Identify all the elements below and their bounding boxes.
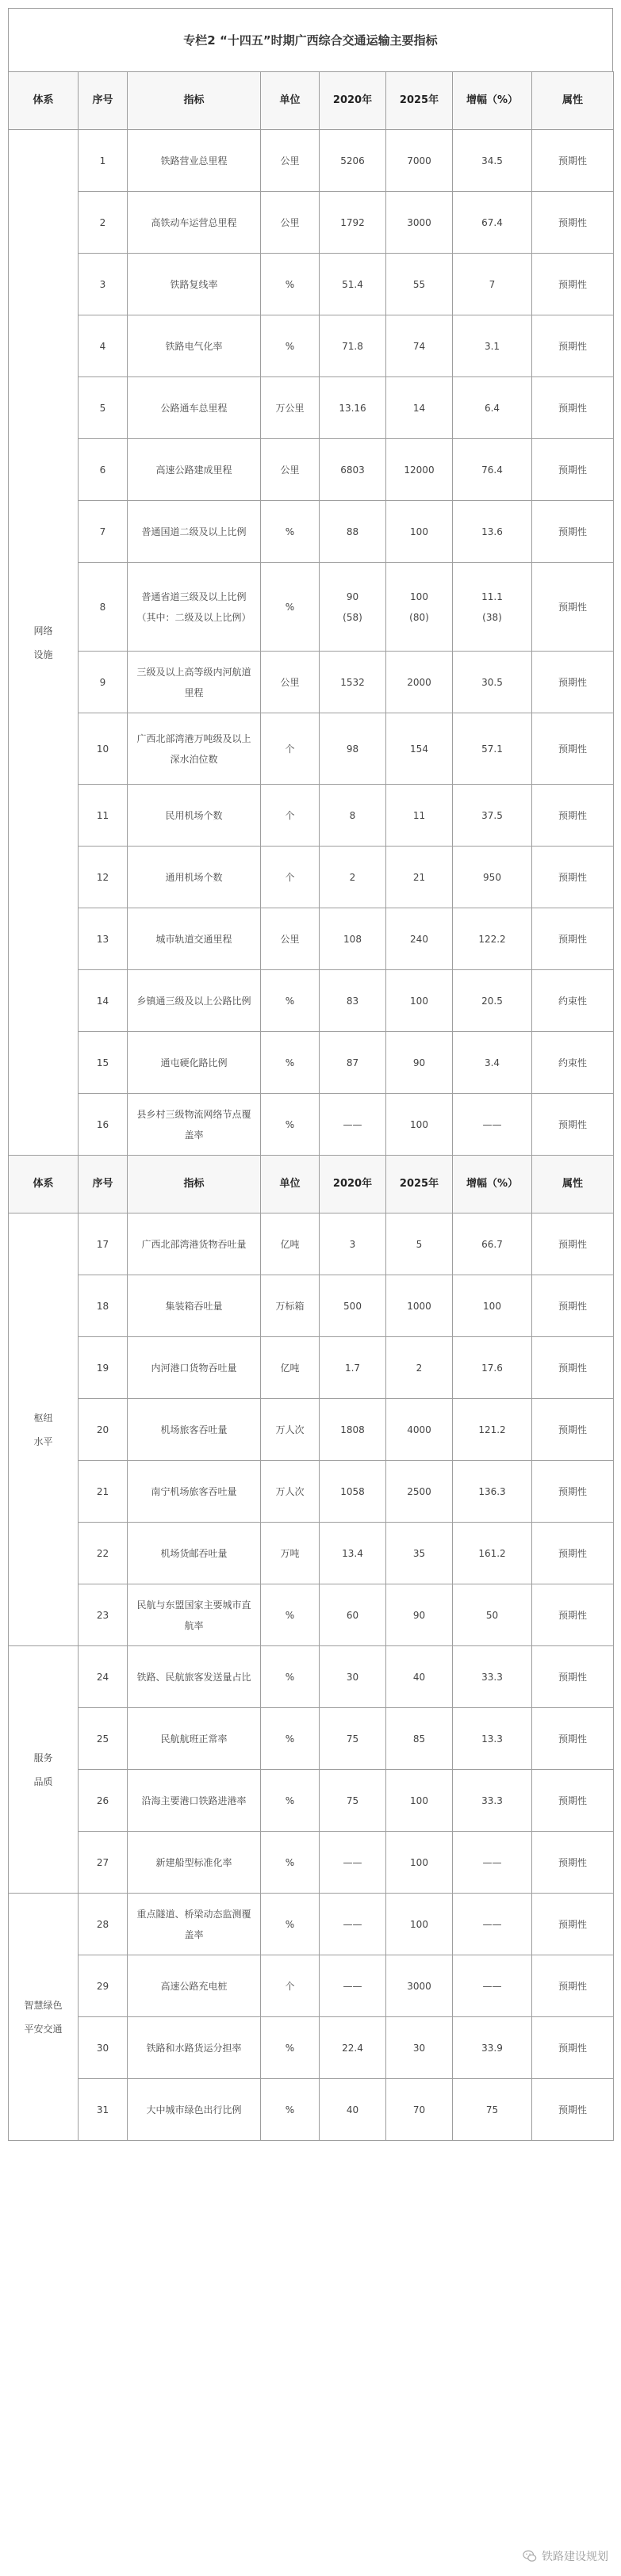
indicator-name: 公路通车总里程 — [128, 377, 261, 439]
value-2020: 22.4 — [320, 2017, 386, 2079]
value-2020: 98 — [320, 713, 386, 785]
table-row — [9, 439, 614, 501]
value-2020: 6803 — [320, 439, 386, 501]
attribute-cell: 预期性 — [532, 501, 614, 563]
row-number: 9 — [79, 652, 128, 713]
growth-cell: 33.3 — [453, 1646, 532, 1708]
table-row — [9, 563, 614, 652]
table-title: 专栏2 “十四五”时期广西综合交通运输主要指标 — [8, 8, 613, 71]
attribute-cell: 预期性 — [532, 1646, 614, 1708]
value-2025: 3000 — [386, 1955, 453, 2017]
value-2025: 90 — [386, 1032, 453, 1094]
indicator-name: 重点隧道、桥梁动态监测覆盖率 — [128, 1894, 261, 1955]
value-2020: 51.4 — [320, 254, 386, 315]
value-2025: 11 — [386, 785, 453, 847]
growth-cell: 30.5 — [453, 652, 532, 713]
growth-cell: 33.9 — [453, 2017, 532, 2079]
indicator-name: 城市轨道交通里程 — [128, 908, 261, 970]
indicator-name: 机场旅客吞吐量 — [128, 1399, 261, 1461]
attribute-cell: 预期性 — [532, 847, 614, 908]
row-number: 18 — [79, 1275, 128, 1337]
growth-cell: 57.1 — [453, 713, 532, 785]
row-number: 6 — [79, 439, 128, 501]
row-number: 19 — [79, 1337, 128, 1399]
attribute-cell: 约束性 — [532, 970, 614, 1032]
table-row — [9, 1032, 614, 1094]
table-row — [9, 1832, 614, 1894]
value-2025: 240 — [386, 908, 453, 970]
value-2025: 85 — [386, 1708, 453, 1770]
header-2025: 2025年 — [386, 1156, 453, 1213]
value-2020: 88 — [320, 501, 386, 563]
value-2025: 2000 — [386, 652, 453, 713]
unit-cell: 个 — [261, 1955, 320, 2017]
value-2025: 100 — [386, 970, 453, 1032]
row-number: 23 — [79, 1584, 128, 1646]
value-2025: 74 — [386, 315, 453, 377]
value-2025: 35 — [386, 1523, 453, 1584]
growth-cell: 50 — [453, 1584, 532, 1646]
value-2025: 30 — [386, 2017, 453, 2079]
value-2020: 8 — [320, 785, 386, 847]
table-row — [9, 1399, 614, 1461]
header-growth: 增幅（%） — [453, 72, 532, 130]
unit-cell: 个 — [261, 785, 320, 847]
value-2020: 2 — [320, 847, 386, 908]
indicator-name: 高速公路充电桩 — [128, 1955, 261, 2017]
attribute-cell: 预期性 — [532, 1213, 614, 1275]
row-number: 5 — [79, 377, 128, 439]
indicator-name: 民航航班正常率 — [128, 1708, 261, 1770]
unit-cell: % — [261, 1770, 320, 1832]
value-2025: 40 — [386, 1646, 453, 1708]
growth-cell: 161.2 — [453, 1523, 532, 1584]
value-2025: 100 — [386, 1094, 453, 1156]
table-row — [9, 652, 614, 713]
table-row — [9, 785, 614, 847]
value-2020: —— — [320, 1094, 386, 1156]
value-2020: 71.8 — [320, 315, 386, 377]
indicator-name: 铁路电气化率 — [128, 315, 261, 377]
unit-cell: % — [261, 1032, 320, 1094]
growth-cell: 13.6 — [453, 501, 532, 563]
row-number: 17 — [79, 1213, 128, 1275]
growth-cell: 6.4 — [453, 377, 532, 439]
row-number: 29 — [79, 1955, 128, 2017]
category-cell: 枢纽 水平 — [9, 1213, 79, 1646]
unit-cell: % — [261, 2017, 320, 2079]
row-number: 31 — [79, 2079, 128, 2141]
attribute-cell: 预期性 — [532, 1894, 614, 1955]
attribute-cell: 预期性 — [532, 1275, 614, 1337]
value-2025: 1000 — [386, 1275, 453, 1337]
unit-cell: % — [261, 1584, 320, 1646]
attribute-cell: 预期性 — [532, 1708, 614, 1770]
indicator-name: 民航与东盟国家主要城市直航率 — [128, 1584, 261, 1646]
attribute-cell: 预期性 — [532, 908, 614, 970]
row-number: 11 — [79, 785, 128, 847]
value-2025: 100 — [386, 1832, 453, 1894]
attribute-cell: 预期性 — [532, 1399, 614, 1461]
attribute-cell: 预期性 — [532, 1955, 614, 2017]
row-number: 14 — [79, 970, 128, 1032]
value-2020: 40 — [320, 2079, 386, 2141]
unit-cell: 公里 — [261, 130, 320, 192]
row-number: 25 — [79, 1708, 128, 1770]
unit-cell: 个 — [261, 847, 320, 908]
row-number: 30 — [79, 2017, 128, 2079]
row-number: 21 — [79, 1461, 128, 1523]
indicator-name: 大中城市绿色出行比例 — [128, 2079, 261, 2141]
unit-cell: 亿吨 — [261, 1337, 320, 1399]
indicator-name: 广西北部湾港货物吞吐量 — [128, 1213, 261, 1275]
attribute-cell: 预期性 — [532, 439, 614, 501]
growth-cell: —— — [453, 1955, 532, 2017]
header-no: 序号 — [79, 1156, 128, 1213]
growth-cell: 20.5 — [453, 970, 532, 1032]
value-2025: 100 — [386, 1770, 453, 1832]
header-row — [9, 72, 614, 130]
attribute-cell: 预期性 — [532, 254, 614, 315]
value-2025: 154 — [386, 713, 453, 785]
indicator-name: 县乡村三级物流网络节点覆盖率 — [128, 1094, 261, 1156]
growth-cell: 17.6 — [453, 1337, 532, 1399]
table-row — [9, 970, 614, 1032]
header-indicator: 指标 — [128, 72, 261, 130]
indicator-name: 通用机场个数 — [128, 847, 261, 908]
value-2025: 7000 — [386, 130, 453, 192]
header-system: 体系 — [9, 1156, 79, 1213]
unit-cell: 公里 — [261, 908, 320, 970]
value-2025: 4000 — [386, 1399, 453, 1461]
watermark-text: 铁路建设规划 — [542, 2551, 608, 2563]
table-row — [9, 1213, 614, 1275]
table-row — [9, 1584, 614, 1646]
attribute-cell: 预期性 — [532, 192, 614, 254]
row-number: 26 — [79, 1770, 128, 1832]
row-number: 3 — [79, 254, 128, 315]
growth-cell: 76.4 — [453, 439, 532, 501]
growth-cell: 34.5 — [453, 130, 532, 192]
indicator-name: 广西北部湾港万吨级及以上深水泊位数 — [128, 713, 261, 785]
unit-cell: 个 — [261, 713, 320, 785]
attribute-cell: 预期性 — [532, 1461, 614, 1523]
value-2020: 83 — [320, 970, 386, 1032]
unit-cell: % — [261, 2079, 320, 2141]
value-2020: 1.7 — [320, 1337, 386, 1399]
category-cell: 智慧绿色 平安交通 — [9, 1894, 79, 2141]
indicator-name: 铁路复线率 — [128, 254, 261, 315]
table-row — [9, 377, 614, 439]
value-2020: 75 — [320, 1708, 386, 1770]
header-2020: 2020年 — [320, 1156, 386, 1213]
value-2025: 5 — [386, 1213, 453, 1275]
indicator-name: 乡镇通三级及以上公路比例 — [128, 970, 261, 1032]
header-system: 体系 — [9, 72, 79, 130]
growth-cell: 75 — [453, 2079, 532, 2141]
value-2025: 55 — [386, 254, 453, 315]
attribute-cell: 预期性 — [532, 1770, 614, 1832]
unit-cell: 万吨 — [261, 1523, 320, 1584]
row-number: 2 — [79, 192, 128, 254]
value-2020: 30 — [320, 1646, 386, 1708]
value-2025: 14 — [386, 377, 453, 439]
unit-cell: 万标箱 — [261, 1275, 320, 1337]
indicator-name: 机场货邮吞吐量 — [128, 1523, 261, 1584]
header-unit: 单位 — [261, 72, 320, 130]
unit-cell: 公里 — [261, 652, 320, 713]
row-number: 10 — [79, 713, 128, 785]
table-row — [9, 713, 614, 785]
header-indicator: 指标 — [128, 1156, 261, 1213]
unit-cell: % — [261, 1832, 320, 1894]
indicator-name: 普通国道二级及以上比例 — [128, 501, 261, 563]
unit-cell: 万公里 — [261, 377, 320, 439]
growth-cell: 121.2 — [453, 1399, 532, 1461]
header-growth: 增幅（%） — [453, 1156, 532, 1213]
header-row — [9, 1156, 614, 1213]
growth-cell: 33.3 — [453, 1770, 532, 1832]
table-row — [9, 1461, 614, 1523]
attribute-cell: 预期性 — [532, 1094, 614, 1156]
growth-cell: —— — [453, 1832, 532, 1894]
header-attribute: 属性 — [532, 1156, 614, 1213]
table-row — [9, 1955, 614, 2017]
attribute-cell: 预期性 — [532, 1523, 614, 1584]
row-number: 8 — [79, 563, 128, 652]
value-2025: 21 — [386, 847, 453, 908]
indicator-name: 普通省道三级及以上比例（其中：二级及以上比例） — [128, 563, 261, 652]
header-no: 序号 — [79, 72, 128, 130]
table-row — [9, 1094, 614, 1156]
header-2025: 2025年 — [386, 72, 453, 130]
value-2020: 1058 — [320, 1461, 386, 1523]
row-number: 4 — [79, 315, 128, 377]
unit-cell: % — [261, 1646, 320, 1708]
table-row — [9, 1708, 614, 1770]
value-2025: 12000 — [386, 439, 453, 501]
indicator-name: 铁路和水路货运分担率 — [128, 2017, 261, 2079]
unit-cell: % — [261, 254, 320, 315]
value-2025: 2500 — [386, 1461, 453, 1523]
row-number: 27 — [79, 1832, 128, 1894]
growth-cell: 3.1 — [453, 315, 532, 377]
growth-cell: —— — [453, 1894, 532, 1955]
growth-cell: 66.7 — [453, 1213, 532, 1275]
row-number: 13 — [79, 908, 128, 970]
category-cell: 网络 设施 — [9, 130, 79, 1156]
value-2025: 90 — [386, 1584, 453, 1646]
indicator-name: 民用机场个数 — [128, 785, 261, 847]
value-2020: 5206 — [320, 130, 386, 192]
header-unit: 单位 — [261, 1156, 320, 1213]
unit-cell: % — [261, 1708, 320, 1770]
growth-cell: 37.5 — [453, 785, 532, 847]
attribute-cell: 预期性 — [532, 563, 614, 652]
value-2020: —— — [320, 1832, 386, 1894]
row-number: 20 — [79, 1399, 128, 1461]
header-2020: 2020年 — [320, 72, 386, 130]
indicator-name: 高速公路建成里程 — [128, 439, 261, 501]
value-2020: 500 — [320, 1275, 386, 1337]
unit-cell: % — [261, 1094, 320, 1156]
unit-cell: % — [261, 970, 320, 1032]
value-2020: 13.16 — [320, 377, 386, 439]
table-row — [9, 130, 614, 192]
value-2020: 60 — [320, 1584, 386, 1646]
table-row — [9, 192, 614, 254]
growth-cell: 122.2 — [453, 908, 532, 970]
table-row — [9, 1894, 614, 1955]
growth-cell: 7 — [453, 254, 532, 315]
indicator-name: 集装箱吞吐量 — [128, 1275, 261, 1337]
growth-cell: 100 — [453, 1275, 532, 1337]
attribute-cell: 约束性 — [532, 1032, 614, 1094]
row-number: 28 — [79, 1894, 128, 1955]
table-row — [9, 501, 614, 563]
table-row — [9, 1770, 614, 1832]
table-row — [9, 315, 614, 377]
table-row — [9, 2079, 614, 2141]
unit-cell: 公里 — [261, 439, 320, 501]
value-2020: 1808 — [320, 1399, 386, 1461]
indicator-name: 通屯硬化路比例 — [128, 1032, 261, 1094]
unit-cell: % — [261, 501, 320, 563]
growth-cell: —— — [453, 1094, 532, 1156]
wechat-icon — [523, 2549, 537, 2563]
growth-cell: 11.1 (38) — [453, 563, 532, 652]
unit-cell: 公里 — [261, 192, 320, 254]
value-2020: 90 (58) — [320, 563, 386, 652]
indicator-name: 铁路、民航旅客发送量占比 — [128, 1646, 261, 1708]
value-2020: —— — [320, 1955, 386, 2017]
value-2020: 1792 — [320, 192, 386, 254]
attribute-cell: 预期性 — [532, 2017, 614, 2079]
unit-cell: 万人次 — [261, 1399, 320, 1461]
attribute-cell: 预期性 — [532, 130, 614, 192]
table-row — [9, 1523, 614, 1584]
attribute-cell: 预期性 — [532, 1584, 614, 1646]
indicators-table — [8, 71, 614, 2141]
indicator-name: 高铁动车运营总里程 — [128, 192, 261, 254]
table-row — [9, 1646, 614, 1708]
table-row — [9, 1337, 614, 1399]
table-frame — [8, 8, 613, 2141]
growth-cell: 3.4 — [453, 1032, 532, 1094]
attribute-cell: 预期性 — [532, 1832, 614, 1894]
indicator-name: 内河港口货物吞吐量 — [128, 1337, 261, 1399]
category-cell: 服务 品质 — [9, 1646, 79, 1894]
indicator-name: 南宁机场旅客吞吐量 — [128, 1461, 261, 1523]
unit-cell: % — [261, 1894, 320, 1955]
value-2020: 13.4 — [320, 1523, 386, 1584]
value-2025: 100 (80) — [386, 563, 453, 652]
value-2025: 70 — [386, 2079, 453, 2141]
row-number: 12 — [79, 847, 128, 908]
value-2025: 100 — [386, 501, 453, 563]
value-2020: 1532 — [320, 652, 386, 713]
growth-cell: 13.3 — [453, 1708, 532, 1770]
table-row — [9, 254, 614, 315]
value-2025: 2 — [386, 1337, 453, 1399]
attribute-cell: 预期性 — [532, 1337, 614, 1399]
indicator-name: 铁路营业总里程 — [128, 130, 261, 192]
row-number: 22 — [79, 1523, 128, 1584]
watermark — [523, 2546, 608, 2566]
row-number: 1 — [79, 130, 128, 192]
table-row — [9, 908, 614, 970]
table-row — [9, 1275, 614, 1337]
unit-cell: 亿吨 — [261, 1213, 320, 1275]
growth-cell: 136.3 — [453, 1461, 532, 1523]
attribute-cell: 预期性 — [532, 713, 614, 785]
table-body — [9, 72, 614, 2141]
attribute-cell: 预期性 — [532, 377, 614, 439]
attribute-cell: 预期性 — [532, 785, 614, 847]
value-2020: 87 — [320, 1032, 386, 1094]
row-number: 24 — [79, 1646, 128, 1708]
indicator-name: 三级及以上高等级内河航道里程 — [128, 652, 261, 713]
unit-cell: % — [261, 563, 320, 652]
header-attribute: 属性 — [532, 72, 614, 130]
row-number: 7 — [79, 501, 128, 563]
value-2020: 108 — [320, 908, 386, 970]
indicator-name: 沿海主要港口铁路进港率 — [128, 1770, 261, 1832]
value-2020: —— — [320, 1894, 386, 1955]
table-row — [9, 2017, 614, 2079]
attribute-cell: 预期性 — [532, 652, 614, 713]
unit-cell: % — [261, 315, 320, 377]
attribute-cell: 预期性 — [532, 2079, 614, 2141]
value-2020: 75 — [320, 1770, 386, 1832]
value-2025: 100 — [386, 1894, 453, 1955]
indicator-name: 新建船型标准化率 — [128, 1832, 261, 1894]
growth-cell: 67.4 — [453, 192, 532, 254]
table-row — [9, 847, 614, 908]
unit-cell: 万人次 — [261, 1461, 320, 1523]
row-number: 15 — [79, 1032, 128, 1094]
attribute-cell: 预期性 — [532, 315, 614, 377]
value-2020: 3 — [320, 1213, 386, 1275]
growth-cell: 950 — [453, 847, 532, 908]
row-number: 16 — [79, 1094, 128, 1156]
value-2025: 3000 — [386, 192, 453, 254]
